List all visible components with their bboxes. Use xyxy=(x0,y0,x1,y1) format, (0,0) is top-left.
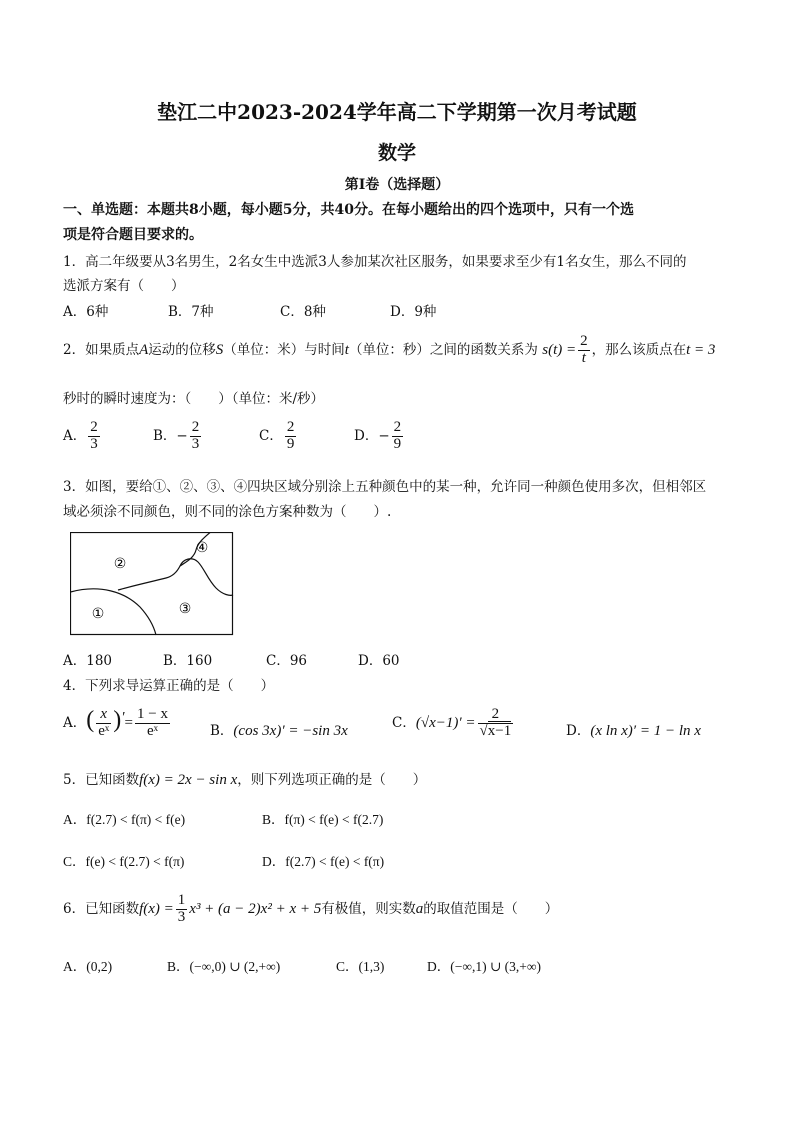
q2-option-a-fraction xyxy=(88,420,100,453)
q2-option-a-num: 2 xyxy=(90,419,98,435)
q2-var-t: t xyxy=(344,341,349,358)
q2-text-5: ，那么该质点在 xyxy=(591,341,687,358)
q6-var-a: a xyxy=(415,900,424,917)
q4-option-c-label: C． xyxy=(392,714,416,731)
q6-frac-num: 1 xyxy=(177,892,186,908)
q2-option-d-sign: − xyxy=(378,427,390,444)
q3-stem-line2: 域必须涂不同颜色，则不同的涂色方案种数为（ ）. xyxy=(63,504,392,520)
q4-d-expr: (x ln x)′ = 1 − ln x xyxy=(590,723,701,739)
q6-option-a: A．(0,2) xyxy=(63,959,113,974)
q4-a-den: eˣ xyxy=(98,723,110,739)
q1-option-d: D．9种 xyxy=(390,304,437,320)
q6-rhs: x³ + (a − 2)x² + x + 5 xyxy=(189,900,322,917)
q1-stem-line1: 1．高二年级要从3名男生，2名女生中选派3人参加某次社区服务，如果要求至少有1名女生，那么不同的 xyxy=(63,254,687,270)
q2-text-4: （单位：秒）之间的函数关系为 xyxy=(348,341,538,358)
q2-option-d-label: D． xyxy=(354,427,379,444)
q6-text-3: 的取值范围是（ ） xyxy=(423,900,559,917)
q1-option-c: C．8种 xyxy=(280,304,326,320)
q4-option-b xyxy=(210,719,348,740)
region-map-figure xyxy=(70,532,234,636)
q5-option-a: A．f(2.7) < f(π) < f(e) xyxy=(63,812,186,827)
q4-a-num: x xyxy=(96,707,111,724)
q2-option-a-label: A． xyxy=(63,427,87,444)
q4-c-left: (√x−1)′ = xyxy=(415,714,476,731)
part-title: 第I卷（选择题） xyxy=(344,177,450,193)
q2-option-b xyxy=(153,420,203,453)
q4-c-den: x−1 xyxy=(487,722,512,739)
q4-a-lparen: ( xyxy=(86,707,95,733)
boundary-2-3 xyxy=(118,559,233,596)
q4-a-prime: ′ xyxy=(121,709,125,726)
q6-option-d: D．(−∞,1) ∪ (3,+∞) xyxy=(427,959,542,974)
q4-a-result xyxy=(135,707,170,740)
subject-title: 数学 xyxy=(377,142,416,164)
section-heading-line1: 一、单选题：本题共8小题，每小题5分，共40分。在每小题给出的四个选项中，只有一个选 xyxy=(63,202,634,218)
q2-text-1: 2．如果质点 xyxy=(63,341,140,358)
q4-c-den-wrap: √x−1 xyxy=(479,722,512,739)
q5-stem xyxy=(63,768,426,789)
q2-option-b-fraction xyxy=(190,420,202,453)
q2-text-3: （单位：米）与时间 xyxy=(223,341,345,358)
q2-frac-den: t xyxy=(581,349,586,366)
q3-option-d: D．60 xyxy=(358,653,400,669)
q2-frac-num: 2 xyxy=(580,333,588,349)
q6-fraction xyxy=(176,893,188,926)
q2-option-b-den: 3 xyxy=(191,435,200,452)
region-1-label: ① xyxy=(91,606,105,622)
q2-option-c-den: 9 xyxy=(286,435,295,452)
q2-option-d-fraction xyxy=(392,420,404,453)
q4-option-d-label: D． xyxy=(566,723,591,739)
q4-c-num: 2 xyxy=(478,707,514,724)
boundary-1-3 xyxy=(71,589,157,635)
q2-var-s: S xyxy=(215,341,224,358)
q4-option-b-label: B． xyxy=(210,723,234,739)
q4-stem: 4．下列求导运算正确的是（ ） xyxy=(63,678,275,694)
section-heading-line2: 项是符合题目要求的。 xyxy=(63,227,203,243)
q3-option-a: A．180 xyxy=(63,653,113,669)
q6-text-1: 6．已知函数 xyxy=(63,900,140,917)
q4-option-d xyxy=(566,719,701,740)
q3-option-b: B．160 xyxy=(163,653,213,669)
q6-option-b: B．(−∞,0) ∪ (2,+∞) xyxy=(167,959,281,974)
q5-text-1: 5．已知函数 xyxy=(63,772,140,788)
q6-option-c: C．(1,3) xyxy=(336,959,385,974)
q5-text-2: ，则下列选项正确的是（ ） xyxy=(237,772,427,788)
q2-condition: t = 3 xyxy=(686,341,716,358)
region-4-label: ④ xyxy=(195,540,209,556)
q2-stem-line2: 秒时的瞬时速度为：（ ）（单位：米/秒） xyxy=(63,391,325,407)
q1-option-a: A．6种 xyxy=(63,304,109,320)
q1-option-b: B．7种 xyxy=(168,304,214,320)
q4-a-rparen: ) xyxy=(113,707,122,733)
q3-stem-line1: 3．如图，要给①、②、③、④四块区域分别涂上五种颜色中的某一种，允许同一种颜色使用多次，但相邻区 xyxy=(63,479,707,495)
q3-option-c: C．96 xyxy=(266,653,308,669)
q2-option-c-fraction xyxy=(285,420,297,453)
q5-option-b: B．f(π) < f(e) < f(2.7) xyxy=(262,812,384,827)
q6-lhs: f(x) = xyxy=(139,900,174,917)
q4-b-expr: (cos 3x)′ = −sin 3x xyxy=(233,723,348,739)
q2-option-d-num: 2 xyxy=(393,419,402,435)
q4-a-equals: = xyxy=(124,715,133,731)
q2-option-a-den: 3 xyxy=(90,435,98,452)
q2-option-c-label: C． xyxy=(259,427,283,444)
q6-stem xyxy=(63,893,558,926)
exam-title: 垫江二中2023-2024学年高二下学期第一次月考试题 xyxy=(157,100,637,124)
q2-func: s(t) = xyxy=(542,341,577,358)
q4-a-result-num: 1 − x xyxy=(137,706,168,723)
q5-option-c: C．f(e) < f(2.7) < f(π) xyxy=(63,854,185,869)
q2-text-2: 运动的位移 xyxy=(148,341,216,358)
q6-frac-den: 3 xyxy=(177,908,186,925)
q2-option-d-den: 9 xyxy=(393,435,402,452)
q1-stem-line2: 选派方案有（ ） xyxy=(63,278,185,294)
q2-option-b-sign: − xyxy=(176,427,188,444)
q2-stem-line1 xyxy=(63,334,715,367)
q2-fraction xyxy=(578,334,590,367)
q2-option-b-label: B． xyxy=(153,427,177,444)
q4-a-fraction xyxy=(96,707,111,740)
q4-option-a xyxy=(63,707,172,740)
q5-option-d: D．f(2.7) < f(e) < f(π) xyxy=(262,854,385,869)
region-3-label: ③ xyxy=(178,601,192,617)
q4-c-fraction xyxy=(478,707,514,740)
q2-option-c-num: 2 xyxy=(286,419,295,435)
q2-option-a xyxy=(63,420,102,453)
q2-var-a: A xyxy=(139,341,149,358)
q2-option-d xyxy=(354,420,405,453)
q2-option-b-num: 2 xyxy=(191,419,200,435)
q2-option-c xyxy=(259,420,298,453)
q4-option-c xyxy=(392,707,515,740)
q4-a-result-den: eˣ xyxy=(146,723,158,739)
region-2-label: ② xyxy=(113,556,127,572)
q4-option-a-label: A． xyxy=(63,715,87,731)
q5-func: f(x) = 2x − sin x xyxy=(139,772,238,788)
q6-text-2: 有极值，则实数 xyxy=(321,900,416,917)
